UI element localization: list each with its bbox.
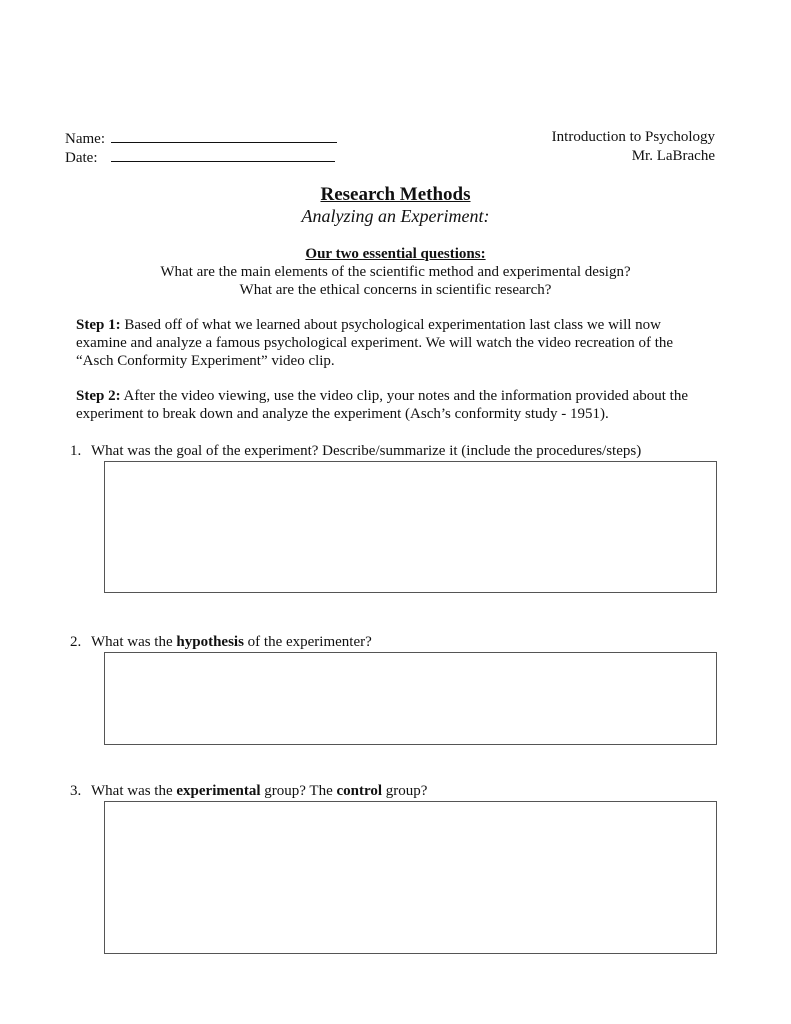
question-2-bold: hypothesis xyxy=(176,634,244,650)
step2-paragraph xyxy=(76,387,726,423)
answer-box-1[interactable] xyxy=(104,461,717,593)
step2-label: Step 2: xyxy=(76,388,121,404)
name-label: Name: xyxy=(65,131,105,147)
step2-line-2: experiment to break down and analyze the experiment (Asch’s conformity study - 1951). xyxy=(76,406,609,422)
question-1-text: What was the goal of the experiment? Describe/summarize it (include the procedures/steps) xyxy=(91,443,642,459)
step1-paragraph xyxy=(76,316,726,370)
essential-heading xyxy=(0,245,791,263)
step2-line-1: After the video viewing, use the video clip, your notes and the information provided about the xyxy=(123,388,688,404)
question-3-pre: What was the xyxy=(91,783,177,799)
question-1 xyxy=(70,442,641,460)
date-blank[interactable] xyxy=(111,147,335,162)
question-3-post: group? xyxy=(382,783,428,799)
teacher-name: Mr. LaBrache xyxy=(631,148,715,164)
page-title: Research Methods xyxy=(320,184,471,205)
essential-question-1: What are the main elements of the scientific method and experimental design? xyxy=(160,264,631,280)
step1-line-3: “Asch Conformity Experiment” video clip. xyxy=(76,353,335,369)
step1-label: Step 1: xyxy=(76,317,121,333)
question-3 xyxy=(70,782,427,800)
name-row xyxy=(65,128,337,148)
question-2-post: of the experimenter? xyxy=(243,634,372,650)
question-3-text xyxy=(91,783,427,799)
answer-box-3[interactable] xyxy=(104,801,717,954)
question-2-text xyxy=(91,634,372,650)
step1-line-1: Based off of what we learned about psychological experimentation last class we will now xyxy=(124,317,661,333)
answer-box-2[interactable] xyxy=(104,652,717,745)
essential-question-2: What are the ethical concerns in scientific research? xyxy=(239,282,552,298)
page-subtitle: Analyzing an Experiment: xyxy=(301,206,490,226)
essential-heading-text: Our two essential questions: xyxy=(305,246,486,262)
question-2-pre: What was the xyxy=(91,634,177,650)
course-name: Introduction to Psychology xyxy=(551,129,715,145)
question-3-bold-1: experimental xyxy=(176,783,261,799)
question-3-bold-2: control xyxy=(336,783,383,799)
date-label: Date: xyxy=(65,150,98,166)
name-blank[interactable] xyxy=(111,128,337,143)
question-1-number: 1. xyxy=(70,443,82,459)
question-3-number: 3. xyxy=(70,783,82,799)
date-row xyxy=(65,147,335,167)
question-2 xyxy=(70,633,372,651)
question-3-mid: group? The xyxy=(260,783,337,799)
step1-line-2: examine and analyze a famous psychological experiment. We will watch the video recreation of the xyxy=(76,335,674,351)
question-2-number: 2. xyxy=(70,634,82,650)
